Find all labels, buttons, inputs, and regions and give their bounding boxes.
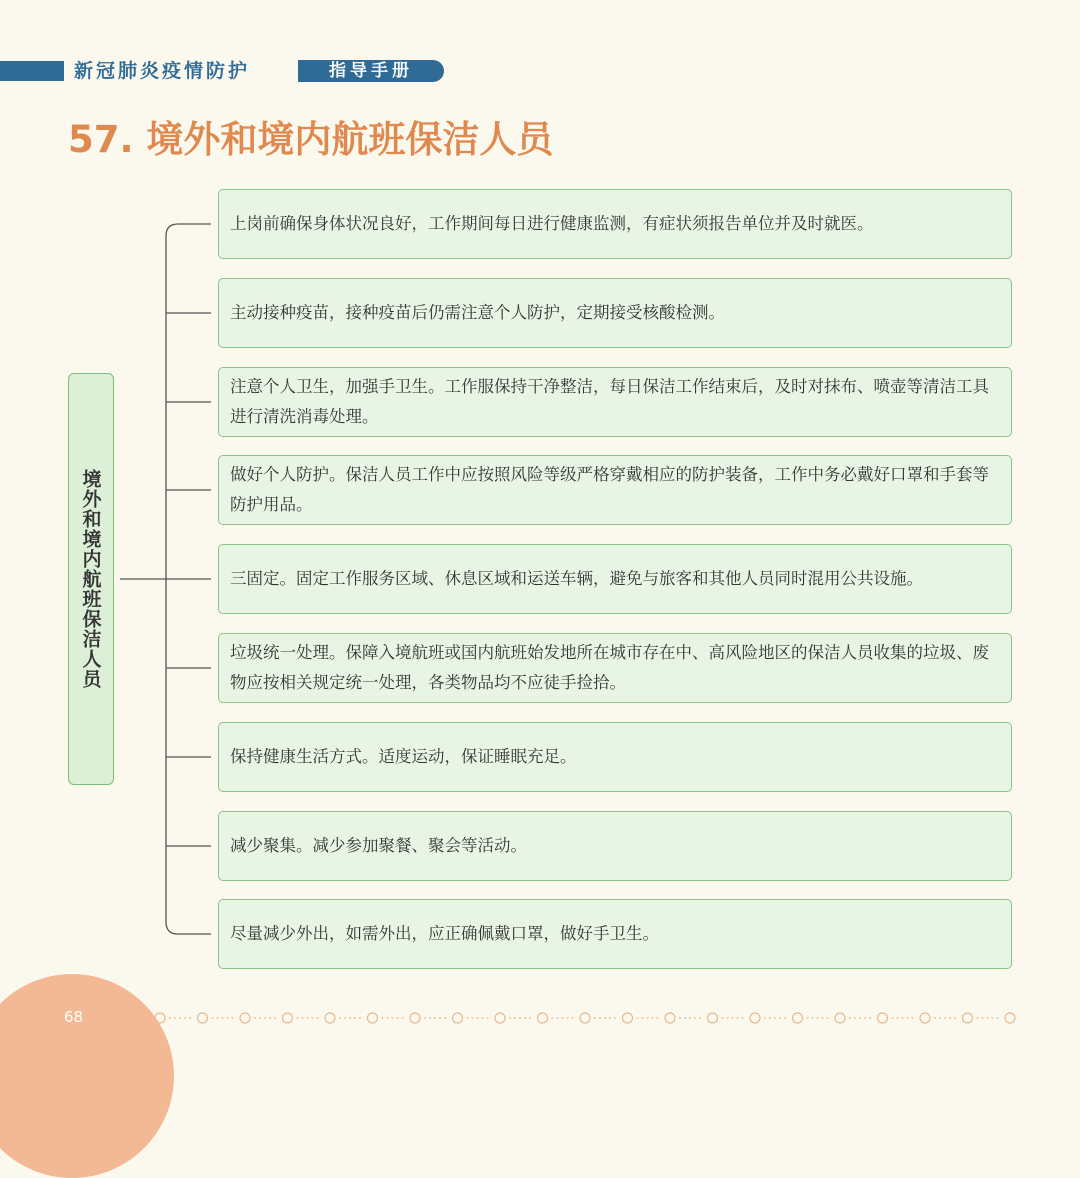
divider-circle [368,1013,378,1023]
divider-circle [750,1013,760,1023]
divider-circle [623,1013,633,1023]
page-number: 68 [64,1008,84,1026]
guideline-text: 保持健康生活方式。适度运动，保证睡眠充足。 [230,747,577,766]
divider-circle [198,1013,208,1023]
divider-circle [793,1013,803,1023]
divider-circle [665,1013,675,1023]
divider-circle [963,1013,973,1023]
divider-circle [453,1013,463,1023]
guideline-text: 主动接种疫苗，接种疫苗后仍需注意个人防护，定期接受核酸检测。 [230,303,725,322]
divider-circle [283,1013,293,1023]
guideline-text: 三固定。固定工作服务区域、休息区域和运送车辆，避免与旅客和其他人员同时混用公共设施。 [230,569,923,588]
divider-circle [580,1013,590,1023]
divider-circle [708,1013,718,1023]
guideline-text: 减少聚集。减少参加聚餐、聚会等活动。 [230,836,527,855]
guideline-text: 做好个人防护。保洁人员工作中应按照风险等级严格穿戴相应的防护装备，工作中务必戴好口罩和手套等防护用品。 [230,465,989,514]
guideline-text: 注意个人卫生，加强手卫生。工作服保持干净整洁，每日保洁工作结束后，及时对抹布、喷壶等清洁工具进行清洗消毒处理。 [230,377,989,426]
divider-circle [410,1013,420,1023]
divider-circle [325,1013,335,1023]
divider-circle [1005,1013,1015,1023]
header-tag: 指导手册 [298,60,444,82]
page-title: 57. 境外和境内航班保洁人员 [68,118,554,161]
guideline-text: 垃圾统一处理。保障入境航班或国内航班始发地所在城市存在中、高风险地区的保洁人员收集的垃圾、废物应按相关规定统一处理，各类物品均不应徒手捡拾。 [230,643,989,692]
divider-circle [920,1013,930,1023]
divider-circle [878,1013,888,1023]
side-label-text: 境外和境内航班保洁人员 [79,469,102,689]
divider-circle [835,1013,845,1023]
guideline-text: 上岗前确保身体状况良好，工作期间每日进行健康监测，有症状须报告单位并及时就医。 [230,214,874,233]
divider-circle [240,1013,250,1023]
header-title: 新冠肺炎疫情防护 [74,60,251,82]
divider-circle [495,1013,505,1023]
divider-circle [538,1013,548,1023]
guideline-text: 尽量减少外出，如需外出，应正确佩戴口罩，做好手卫生。 [230,924,659,943]
